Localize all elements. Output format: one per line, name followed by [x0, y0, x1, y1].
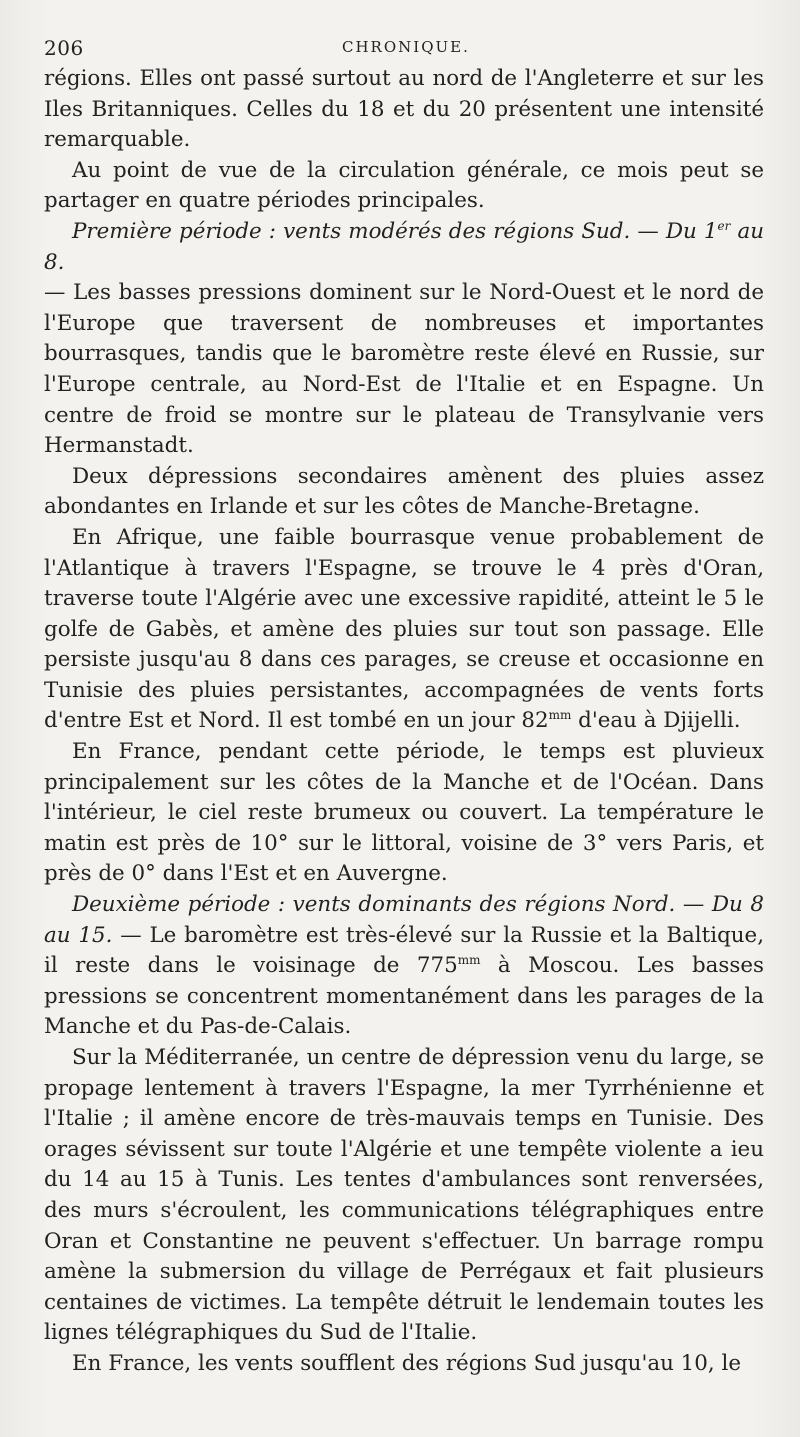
dash: —	[675, 892, 712, 918]
text-run: — Le baromètre est très-élevé sur la Russie et la Baltique, il reste dans le voisinage de 775	[44, 922, 764, 979]
paragraph: régions. Elles ont passé surtout au nord de l'Angleterre et sur les Iles Britanniques. Celles du 18 et du 20 présentent une intensité remarquable.	[44, 66, 764, 153]
superscript: er	[717, 218, 731, 233]
paragraph: Deux dépressions secondaires amènent des pluies assez abondantes en Irlande et sur les côtes de Manche-Bretagne.	[44, 463, 764, 520]
dash: —	[630, 218, 666, 244]
period-dates: au 8.	[44, 218, 764, 275]
paragraph: Au point de vue de la circulation générale, ce mois peut se partager en quatre périodes principales.	[44, 157, 764, 214]
paragraph: En France, pendant cette période, le temps est pluvieux principalement sur les côtes de la Manche et de l'Océan. Dans l'intérieur, le ciel reste brumeux ou couvert. La température le matin est près de 10° sur le littoral, voisine de 3° vers Paris, et près de 0° dans l'Est et en Auvergne.	[44, 739, 764, 887]
paragraph: Sur la Méditerranée, un centre de dépression venu du large, se propage lentement à travers l'Espagne, la mer Tyrrhénienne et l'Italie ; il amène encore de très-mauvais temps en Tunisie. Des orages sévissent sur toute l'Algérie et une tempête violente a ieu du 14 au 15 à Tunis. Les tentes d'ambulances sont renversées, des murs s'écroulent, les communications télégraphiques entre Oran et Constantine ne peuvent s'effectuer. Un barrage rompu amène la submersion du village de Perrégaux et fait plusieurs centaines de victimes. La tempête détruit le lendemain toutes les lignes télégraphiques du Sud de l'Italie.	[44, 1045, 764, 1346]
running-head: CHRONIQUE.	[342, 38, 470, 56]
text-run: à Moscou. Les basses pressions se concentrent momentanément dans les parages de la Manche et du Pas-de-Calais.	[44, 953, 764, 1040]
paragraph	[44, 890, 764, 1043]
superscript: mm	[548, 708, 572, 723]
body-text	[44, 64, 764, 1380]
period-heading-1	[44, 217, 764, 278]
paragraph	[44, 523, 764, 737]
text-run: En Afrique, une faible bourrasque venue probablement de l'Atlantique à travers l'Espagne, se trouve le 4 près d'Oran, traverse toute l'Algérie avec une excessive rapidité, atteint le 5 le golfe de Gabès, et amène des pluies sur tout son passage. Elle persiste jusqu'au 8 dans ces parages, se creuse et occasionne en Tunisie des pluies persistantes, accompagnées de vents forts d'entre Est et Nord. Il est tombé en un jour 82	[44, 524, 764, 734]
page-header	[44, 0, 764, 64]
superscript: mm	[457, 953, 481, 968]
page-number: 206	[44, 36, 84, 60]
text-run: d'eau à Djijelli.	[571, 708, 741, 734]
period-title: Deuxième période : vents dominants des régions Nord.	[72, 892, 676, 918]
period-title: Première période : vents modérés des régions Sud.	[72, 218, 631, 244]
paragraph: — Les basses pressions dominent sur le Nord-Ouest et le nord de l'Europe que traversent de nombreuses et importantes bourrasques, tandis que le baromètre reste élevé en Russie, sur l'Europe centrale, au Nord-Est de l'Italie et en Espagne. Un centre de froid se montre sur le plateau de Transylvanie vers Hermanstadt.	[44, 280, 764, 459]
period-dates: Du 1	[665, 218, 718, 244]
paragraph: En France, les vents soufflent des régions Sud jusqu'au 10, le	[72, 1350, 741, 1376]
period-dates: Du 8 au 15.	[44, 892, 765, 948]
